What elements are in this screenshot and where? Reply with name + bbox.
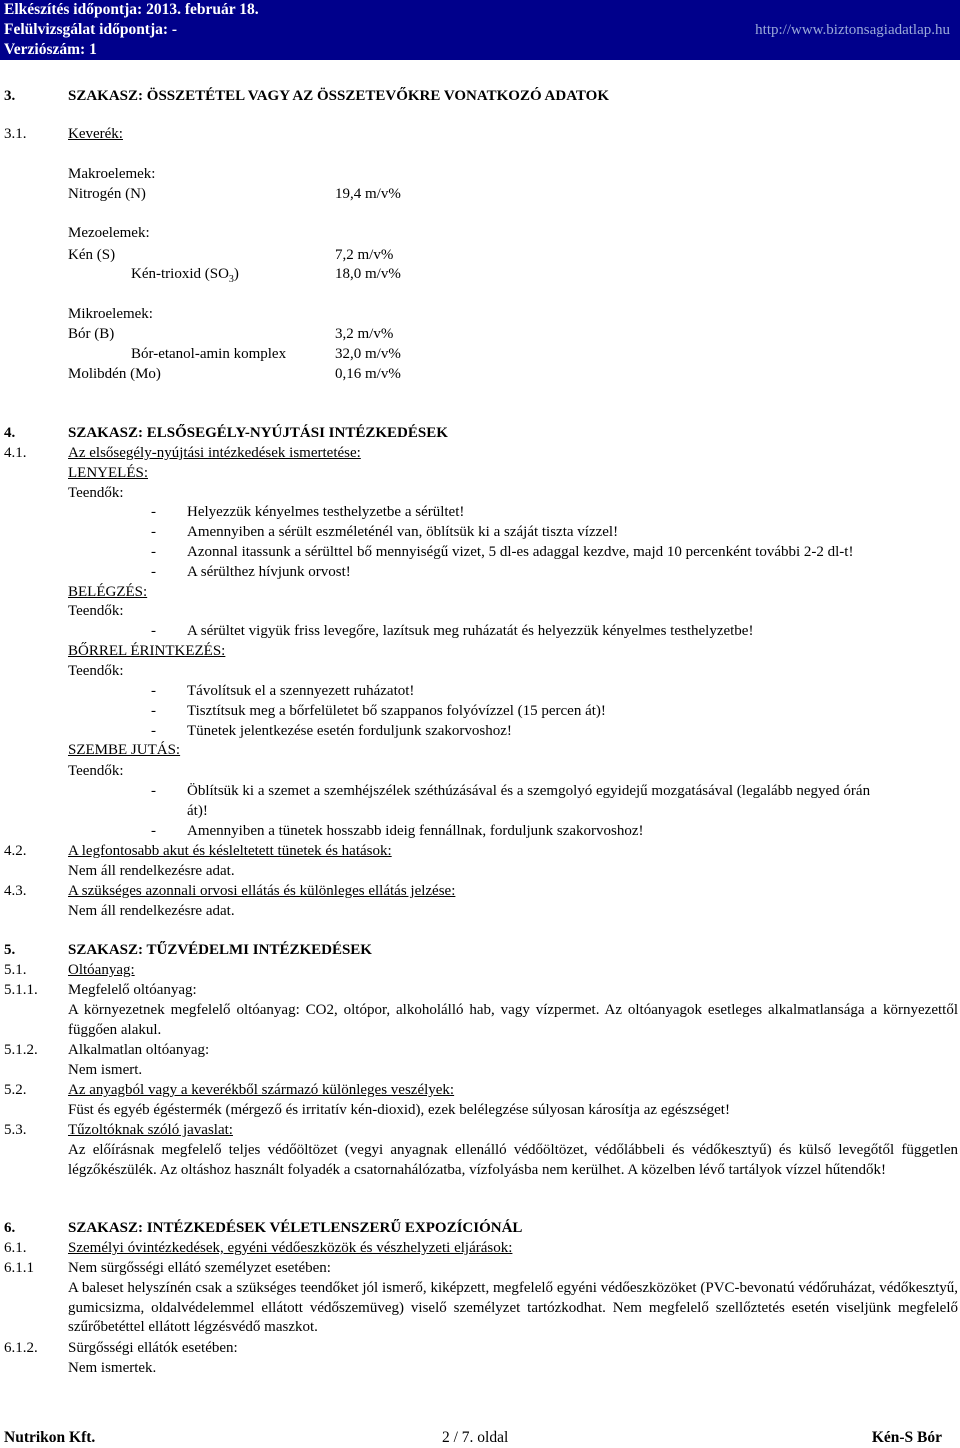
eye-contact-heading: SZEMBE JUTÁS: (68, 742, 181, 758)
footer-page-number: 2 / 7. oldal (442, 1429, 509, 1446)
boron-label: Bór (B) (68, 326, 115, 342)
skin-step-1: Távolítsuk el a szennyezett ruházatot! (187, 683, 415, 699)
boron-complex-label: Bór-etanol-amin komplex (131, 346, 287, 362)
subsection-5-1-1-number: 5.1.1. (4, 982, 38, 998)
subsection-5-1-title: Oltóanyag: (68, 962, 135, 978)
bullet-dash: - (151, 504, 156, 520)
ingestion-step-1: Helyezzük kényelmes testhelyzetbe a sérültet! (187, 504, 465, 520)
sulfur-trioxide-value: 18,0 m/v% (335, 266, 401, 282)
section-3-title: SZAKASZ: ÖSSZETÉTEL VAGY AZ ÖSSZETEVŐKRE VONATKOZÓ ADATOK (68, 88, 609, 104)
version-number: Verziószám: 1 (4, 41, 97, 58)
subsection-4-1-number: 4.1. (4, 445, 27, 461)
inhalation-heading: BELÉGZÉS: (68, 584, 148, 600)
todo-label: Teendők: (68, 603, 124, 619)
boron-value: 3,2 m/v% (335, 326, 394, 342)
subsection-3-1-title: Keverék: (68, 126, 123, 142)
subsection-5-3-title: Tűzoltóknak szóló javaslat: (68, 1122, 233, 1138)
nitrogen-label: Nitrogén (N) (68, 186, 146, 202)
bullet-dash: - (151, 544, 156, 560)
microelements-label: Mikroelemek: (68, 306, 153, 322)
subsection-4-3-title: A szükséges azonnali orvosi ellátás és különleges ellátás jelzése: (68, 883, 456, 899)
bullet-dash: - (151, 723, 156, 739)
molybdenum-value: 0,16 m/v% (335, 366, 401, 382)
special-hazards-text: Füst és egyéb égéstermék (mérgező és irritatív kén-dioxid), ezek belélegzése súlyosan károsítja az egészséget! (68, 1102, 730, 1118)
subsection-4-1-title: Az elsősegély-nyújtási intézkedések ismertetése: (68, 445, 361, 461)
section-4-number: 4. (4, 425, 16, 441)
bullet-dash: - (151, 823, 156, 839)
molybdenum-label: Molibdén (Mo) (68, 366, 161, 382)
subsection-4-2-number: 4.2. (4, 843, 27, 859)
section-5-title: SZAKASZ: TŰZVÉDELMI INTÉZKEDÉSEK (68, 942, 372, 958)
created-date: Elkészítés időpontja: 2013. február 18. (4, 1, 259, 18)
subsection-6-1-2-title: Sürgősségi ellátók esetében: (68, 1340, 238, 1356)
inhalation-step-1: A sérültet vigyük friss levegőre, lazítsuk meg ruházatát és helyezzük kényelmes testhelyzetbe! (187, 623, 754, 639)
no-data-text: Nem áll rendelkezésre adat. (68, 863, 235, 879)
section-5-number: 5. (4, 942, 16, 958)
emergency-responders-text: Nem ismertek. (68, 1360, 157, 1376)
suitable-extinguisher-text: A környezetnek megfelelő oltóanyag: CO2, oltópor, alkoholálló hab, vagy vízpermet. Az oltóanyagok esetleges alkalmatlansága a környezettől függően alakul. (68, 1002, 958, 1038)
skin-contact-heading: BŐRREL ÉRINTKEZÉS: (68, 643, 226, 659)
footer-product-name: Kén-S Bór (871, 1429, 942, 1446)
ingestion-heading: LENYELÉS: (68, 465, 148, 481)
eye-step-2: Amennyiben a tünetek hosszabb ideig fennállnak, forduljunk szakorvoshoz! (187, 823, 644, 839)
footer-company: Nutrikon Kft. (4, 1429, 96, 1446)
todo-label: Teendők: (68, 485, 124, 501)
bullet-dash: - (151, 524, 156, 540)
subsection-6-1-2-number: 6.1.2. (4, 1340, 38, 1356)
ingestion-step-2: Amennyiben a sérült eszméleténél van, öblítsük ki a száját tiszta vízzel! (187, 524, 619, 540)
eye-step-1-line-1: Öblítsük ki a szemet a szemhéjszélek széthúzásával és a szemgolyó egyidejű mozgatásával (legalább negyed órán (187, 783, 871, 799)
todo-label: Teendők: (68, 663, 124, 679)
subsection-6-1-1-number: 6.1.1 (4, 1260, 34, 1276)
subsection-5-1-number: 5.1. (4, 962, 27, 978)
bullet-dash: - (151, 564, 156, 580)
subsection-5-2-number: 5.2. (4, 1082, 27, 1098)
nitrogen-value: 19,4 m/v% (335, 186, 401, 202)
section-6-title: SZAKASZ: INTÉZKEDÉSEK VÉLETLENSZERŰ EXPOZÍCIÓNÁL (68, 1220, 523, 1236)
subsection-6-1-title: Személyi óvintézkedések, egyéni védőeszközök és vészhelyzeti eljárások: (68, 1240, 513, 1256)
subsection-5-1-1-title: Megfelelő oltóanyag: (68, 982, 197, 998)
firefighter-advice-text: Az előírásnak megfelelő teljes védőöltözet (vegyi anyagnak ellenálló védőöltözet, védőlábbeli és védőkesztyű) és külső levegőtől független légzőkészülék. Az oltáshoz használt folyadék a csatornahálózatba, vízfolyásba nem kerülhet. A közelben lévő tartályok vízzel hűtendők! (68, 1142, 958, 1178)
no-data-text: Nem áll rendelkezésre adat. (68, 903, 235, 919)
subsection-3-1-number: 3.1. (4, 126, 27, 142)
header-url-link[interactable]: http://www.biztonsagiadatlap.hu (755, 22, 950, 38)
ingestion-step-4: A sérülthez hívjunk orvost! (187, 564, 351, 580)
bullet-dash: - (151, 683, 156, 699)
unsuitable-extinguisher-text: Nem ismert. (68, 1062, 143, 1078)
sulfur-value: 7,2 m/v% (335, 247, 394, 263)
subsection-5-3-number: 5.3. (4, 1122, 27, 1138)
sulfur-label: Kén (S) (68, 247, 116, 263)
section-4-title: SZAKASZ: ELSŐSEGÉLY-NYÚJTÁSI INTÉZKEDÉSEK (68, 425, 448, 441)
todo-label: Teendők: (68, 763, 124, 779)
subsection-4-3-number: 4.3. (4, 883, 27, 899)
bullet-dash: - (151, 703, 156, 719)
non-emergency-personnel-text: A baleset helyszínén csak a szükséges teendőket jól ismerő, kiképzett, megfelelő egyéni védőeszközöket (PVC-bevonatú védőruházat, védőkesztyű, gumicsizma, oldalvédelemmel ellátott védőszemüveg) viselő személyzet tartózkodhat. Nem megfelelő szellőztetés esetén viseljünk megfelelő szűrőbetéttel ellátott légzésvédő maszkot. (68, 1280, 958, 1335)
subsection-6-1-1-title: Nem sürgősségi ellátó személyzet esetében: (68, 1260, 331, 1276)
subsection-5-1-2-title: Alkalmatlan oltóanyag: (68, 1042, 210, 1058)
section-6-number: 6. (4, 1220, 16, 1236)
boron-complex-value: 32,0 m/v% (335, 346, 401, 362)
bullet-dash: - (151, 783, 156, 799)
subsection-5-2-title: Az anyagból vagy a keverékből származó különleges veszélyek: (68, 1082, 455, 1098)
skin-step-3: Tünetek jelentkezése esetén forduljunk szakorvoshoz! (187, 723, 512, 739)
skin-step-2: Tisztítsuk meg a bőrfelületet bő szappanos folyóvízzel (15 percen át)! (187, 703, 606, 719)
subsection-4-2-title: A legfontosabb akut és késleltetett tünetek és hatások: (68, 843, 392, 859)
document-header (0, 0, 960, 60)
macroelements-label: Makroelemek: (68, 166, 156, 182)
section-3-number: 3. (4, 88, 16, 104)
ingestion-step-3: Azonnal itassunk a sérülttel bő mennyiségű vizet, 5 dl-es adaggal kezdve, majd 10 percenként további 2-2 dl-t! (187, 544, 854, 560)
mesoelements-label: Mezoelemek: (68, 225, 150, 241)
eye-step-1-line-2: át)! (187, 803, 208, 819)
subsection-6-1-number: 6.1. (4, 1240, 27, 1256)
revision-date: Felülvizsgálat időpontja: - (4, 21, 178, 38)
bullet-dash: - (151, 623, 156, 639)
header-left (4, 0, 259, 60)
sulfur-trioxide-label: Kén-trioxid $(SO_3)$ (131, 266, 239, 285)
subsection-5-1-2-number: 5.1.2. (4, 1042, 38, 1058)
